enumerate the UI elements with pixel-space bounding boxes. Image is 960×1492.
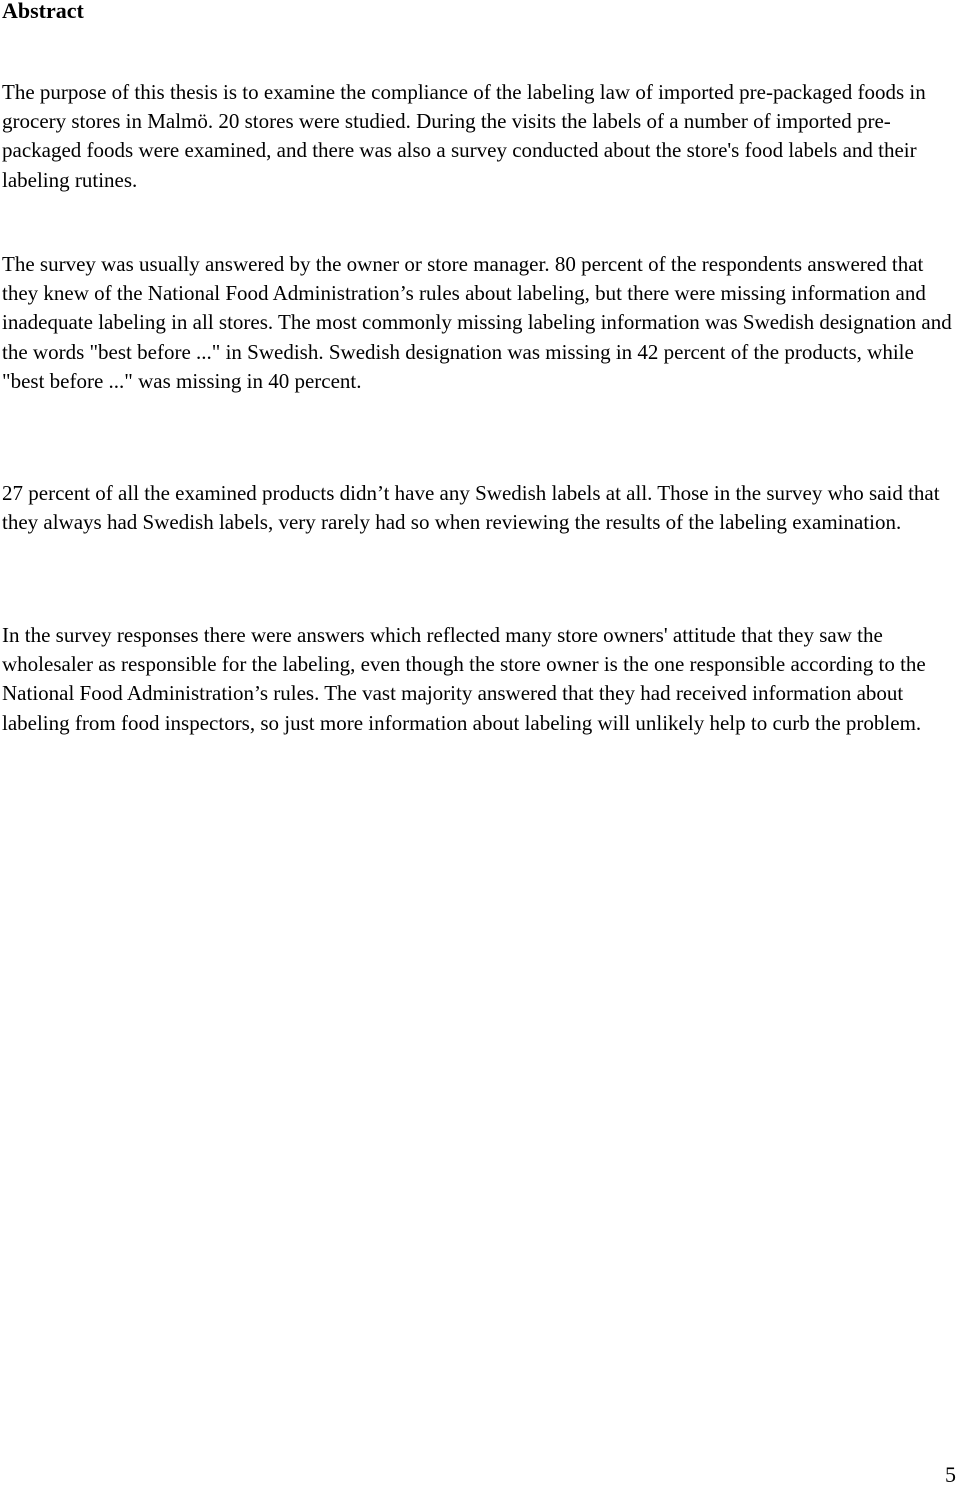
paragraph-purpose: The purpose of this thesis is to examine the compliance of the labeling law of imported pre-packaged foods in grocery stores in Malmö. 20 stores were studied. During the visits the labels of a number of imported pre-packaged foods were examined, and there was also a survey conducted about the store's food labels and their labeling rutines. [2, 80, 926, 192]
document-page [2, 0, 958, 735]
page-number: 5 [945, 1462, 956, 1487]
paragraph-missing-labels: 27 percent of all the examined products didn’t have any Swedish labels at all. Those in the survey who said that they always had Swedish labels, very rarely had so when reviewing the results of the labeling examination. [2, 481, 940, 535]
section-heading: Abstract [2, 0, 84, 23]
paragraph-attitudes: In the survey responses there were answers which reflected many store owners' attitude that they saw the wholesaler as responsible for the labeling, even though the store owner is the one responsible according to the National Food Administration’s rules. The vast majority answered that they had received information about labeling from food inspectors, so just more information about labeling will unlikely help to curb the problem. [2, 623, 926, 735]
paragraph-survey-results: The survey was usually answered by the owner or store manager. 80 percent of the respondents answered that they knew of the National Food Administration’s rules about labeling, but there were missing information and inadequate labeling in all stores. The most commonly missing labeling information was Swedish designation and the words "best before ..." in Swedish. Swedish designation was missing in 42 percent of the products, while "best before ..." was missing in 40 percent. [2, 252, 952, 393]
